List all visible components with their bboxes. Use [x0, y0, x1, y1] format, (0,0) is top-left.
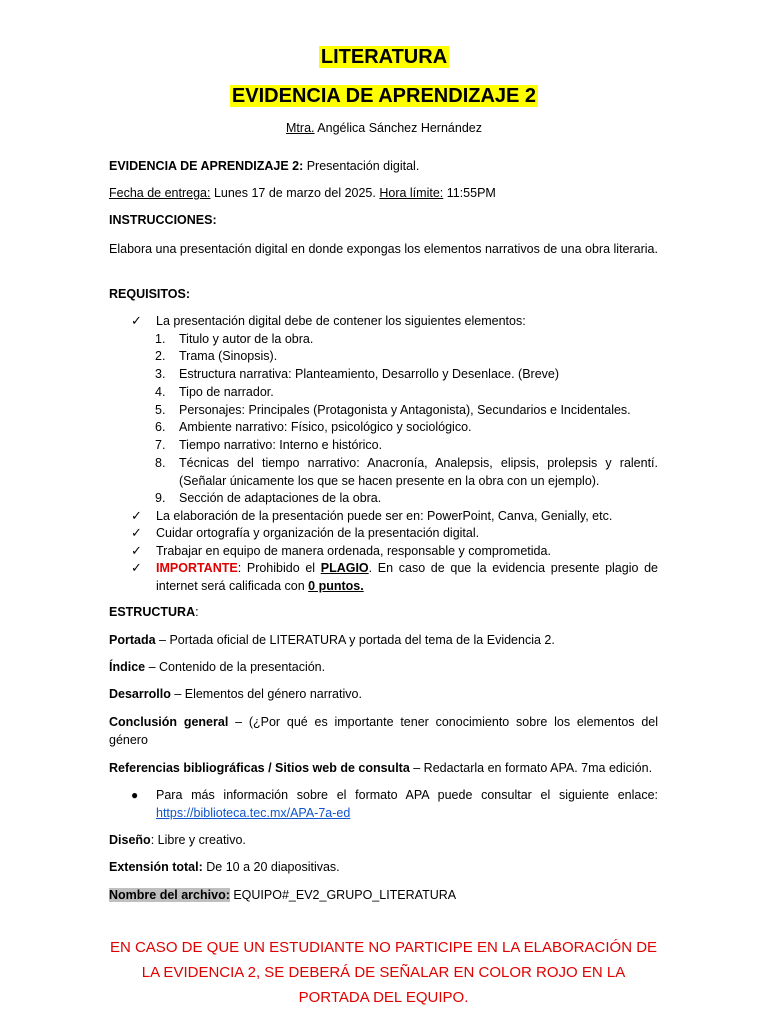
requirement-item-text: Titulo y autor de la obra. [179, 332, 314, 346]
conclusion-label: Conclusión general [109, 715, 229, 729]
evidence-label: EVIDENCIA DE APRENDIZAJE 2: [109, 159, 304, 173]
requirement-check-1-text: La presentación digital debe de contener los siguientes elementos: [156, 314, 526, 328]
structure-conclusion [109, 713, 658, 749]
portada-text: – Portada oficial de LITERATURA y portada del tema de la Evidencia 2. [155, 633, 555, 647]
requirement-item-text: Sección de adaptaciones de la obra. [179, 491, 382, 505]
important-text-2: . En caso de que la evidencia presente plagio de internet será calificada con [156, 561, 659, 593]
apa-info-item [131, 786, 658, 822]
requirement-item-7 [155, 436, 658, 454]
instructions-text: Elabora una presentación digital en donde expongas los elementos narrativos de una obra literaria. [109, 242, 658, 256]
requirement-item-number: 2. [155, 349, 166, 363]
extension-label: Extensión total: [109, 860, 203, 874]
design-line [109, 831, 658, 849]
requirement-check-2-text: La elaboración de la presentación puede ser en: PowerPoint, Canva, Genially, etc. [156, 509, 613, 523]
delivery-time-label: Hora límite: [379, 186, 444, 200]
requirement-item-1 [155, 330, 658, 348]
delivery-line [109, 184, 658, 202]
teacher-prefix: Mtra. [286, 121, 315, 135]
document-title: LITERATURA [320, 46, 448, 68]
document-subtitle-row [0, 84, 768, 108]
bullet-icon: ● [131, 788, 139, 802]
requirement-item-number: 4. [155, 385, 166, 399]
evidence-value: Presentación digital. [303, 159, 420, 173]
requirement-item-text: Estructura narrativa: Planteamiento, Desarrollo y Desenlace. (Breve) [179, 367, 560, 381]
requirement-item-text: Personajes: Principales (Protagonista y Antagonista), Secundarios e Incidentales. [179, 403, 631, 417]
design-text: : Libre y creativo. [150, 833, 246, 847]
checkmark-icon: ✓ [131, 313, 142, 328]
portada-label: Portada [109, 633, 156, 647]
indice-label: Índice [109, 660, 146, 674]
delivery-date-value: Lunes 17 de marzo del 2025. [210, 186, 380, 200]
zero-points: 0 puntos. [308, 579, 364, 593]
requirement-item-5 [155, 401, 658, 419]
structure-portada [109, 631, 658, 649]
instructions-heading: INSTRUCCIONES: [109, 213, 217, 227]
requirement-item-text: Trama (Sinopsis). [179, 349, 278, 363]
plagio-word: PLAGIO [320, 561, 369, 575]
checkmark-icon: ✓ [131, 560, 142, 575]
references-text: – Redactarla en formato APA. 7ma edición. [409, 761, 653, 775]
checkmark-icon: ✓ [131, 543, 142, 558]
document-title-row [0, 45, 768, 69]
requirement-check-4-text: Trabajar en equipo de manera ordenada, responsable y comprometida. [156, 544, 551, 558]
requirement-item-number: 5. [155, 403, 166, 417]
delivery-time-value: 11:55PM [443, 186, 496, 200]
structure-indice [109, 658, 658, 676]
checkmark-icon: ✓ [131, 508, 142, 523]
structure-references [109, 759, 658, 777]
requirement-check-4 [131, 542, 658, 560]
indice-text: – Contenido de la presentación. [145, 660, 326, 674]
references-label: Referencias bibliográficas / Sitios web de consulta [109, 761, 410, 775]
requirement-item-6 [155, 418, 658, 436]
requirements-heading: REQUISITOS: [109, 287, 191, 301]
desarrollo-label: Desarrollo [109, 687, 171, 701]
requirement-item-number: 1. [155, 332, 166, 346]
requirement-item-3 [155, 365, 658, 383]
conclusion-text: – (¿Por qué es importante tener conocimiento sobre los elementos del género [109, 715, 658, 747]
requirement-item-2 [155, 347, 658, 365]
requirement-item-4 [155, 383, 658, 401]
requirement-check-important [131, 559, 658, 595]
requirement-check-2 [131, 507, 658, 525]
requirement-item-text: Tiempo narrativo: Interno e histórico. [179, 438, 383, 452]
requirement-item-number: 7. [155, 438, 166, 452]
teacher-name: Angélica Sánchez Hernández [314, 121, 482, 135]
filename-line [109, 886, 658, 904]
structure-desarrollo [109, 685, 658, 703]
participation-warning: EN CASO DE QUE UN ESTUDIANTE NO PARTICIPE EN LA ELABORACIÓN DE LA EVIDENCIA 2, SE DEBERÁ DE SEÑALAR EN COLOR ROJO EN LA PORTADA DEL EQUIPO. [109, 939, 658, 1006]
requirement-item-text: Ambiente narrativo: Físico, psicológico y sociológico. [179, 420, 472, 434]
apa-link[interactable]: https://biblioteca.tec.mx/APA-7a-ed [156, 806, 351, 820]
requirement-check-3-text: Cuidar ortografía y organización de la presentación digital. [156, 526, 480, 540]
requirement-item-number: 9. [155, 491, 166, 505]
important-text-1: : Prohibido el [237, 561, 321, 575]
structure-heading-colon: : [195, 605, 199, 619]
requirement-item-text: Tipo de narrador. [179, 385, 274, 399]
requirement-check-3 [131, 524, 658, 542]
requirement-check-1 [131, 312, 658, 330]
design-label: Diseño [109, 833, 151, 847]
evidence-line [109, 157, 658, 175]
teacher-line [0, 119, 768, 137]
requirement-item-8 [155, 454, 658, 490]
requirement-item-number: 3. [155, 367, 166, 381]
extension-text: De 10 a 20 diapositivas. [202, 860, 340, 874]
structure-heading: ESTRUCTURA [109, 605, 196, 619]
desarrollo-text: – Elementos del género narrativo. [170, 687, 362, 701]
requirement-item-number: 8. [155, 456, 166, 470]
important-label: IMPORTANTE [156, 561, 238, 575]
apa-info-text: Para más información sobre el formato APA puede consultar el siguiente enlace: [156, 788, 658, 802]
requirement-item-text: Técnicas del tiempo narrativo: Anacronía, Analepsis, elipsis, prolepsis y ralentí. (Señalar únicamente los que se hacen presente en la obra con un ejemplo). [179, 456, 658, 488]
requirement-item-9 [155, 489, 658, 507]
requirement-item-number: 6. [155, 420, 166, 434]
document-subtitle: EVIDENCIA DE APRENDIZAJE 2 [231, 85, 537, 107]
delivery-date-label: Fecha de entrega: [109, 186, 211, 200]
checkmark-icon: ✓ [131, 525, 142, 540]
structure-heading-line [109, 603, 658, 621]
extension-line [109, 858, 658, 876]
filename-text: EQUIPO#_EV2_GRUPO_LITERATURA [229, 888, 457, 902]
important-note [156, 559, 658, 595]
filename-label: Nombre del archivo: [109, 888, 230, 902]
apa-info [156, 786, 658, 822]
